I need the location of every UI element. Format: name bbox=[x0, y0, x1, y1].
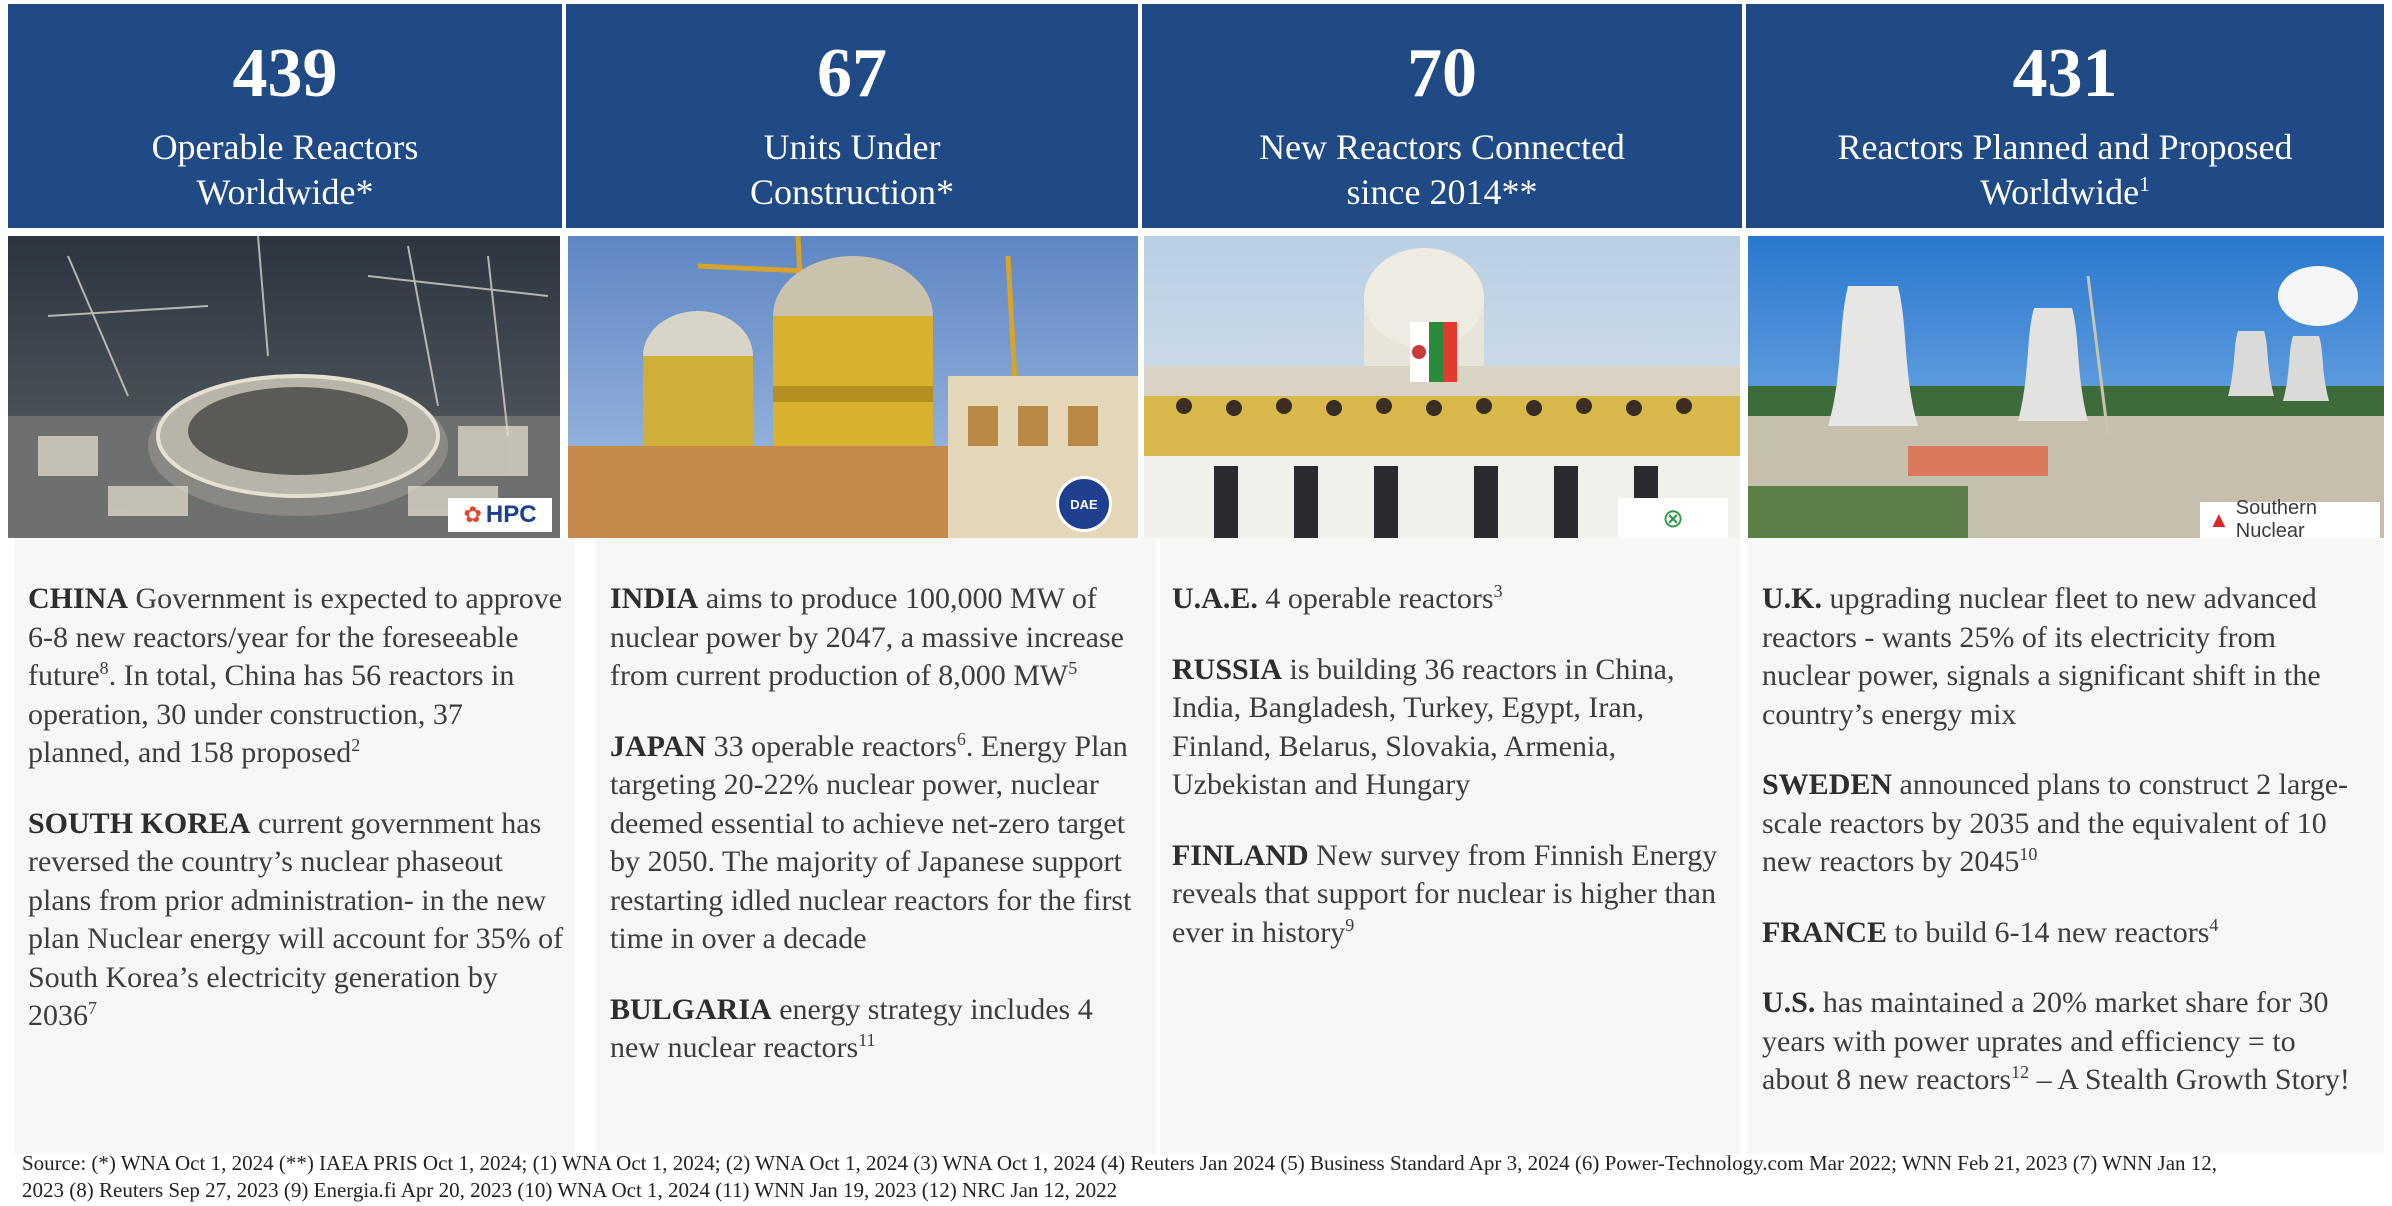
stat-box-operable bbox=[8, 4, 562, 228]
stat-box-connected bbox=[1142, 4, 1742, 228]
paragraph-bulgaria: BULGARIA energy strategy includes 4 new nuclear reactors$^{11}$ bbox=[610, 992, 1093, 1064]
stat-label: Operable Reactors Worldwide* bbox=[151, 127, 419, 212]
southern-nuclear-logo-icon: ▲ bbox=[2208, 507, 2230, 532]
stat-number: 439 bbox=[232, 35, 338, 112]
paragraph-sweden: SWEDEN announced plans to construct 2 large- scale reactors by 2035 and the equivalent of 10 new reactors by 2045$^{10}$ bbox=[1762, 768, 2349, 878]
column-text-4 bbox=[1762, 580, 2362, 1132]
stat-label: Reactors Planned and Proposed Worldwide$^1$ bbox=[1837, 127, 2293, 212]
paragraph-india: INDIA aims to produce 100,000 MW of nuclear power by 2047, a massive increase from current production of 8,000 $MW^5$ bbox=[610, 582, 1124, 692]
southern-nuclear-logo: ▲ Southern Nuclear bbox=[2200, 502, 2380, 538]
dae-logo: DAE bbox=[1056, 476, 1112, 532]
column-text-2 bbox=[610, 580, 1140, 1100]
enec-logo bbox=[1618, 498, 1728, 538]
paragraph-japan: JAPAN 33 operable reactors$^6$. Energy Plan targeting 20-22% nuclear power, nuclear deemed essential to achieve net-zero target by 2050. The majority of Japanese support restarting idled nuclear reactors for the first time in over a decade bbox=[610, 728, 1132, 955]
column-text-1 bbox=[28, 580, 568, 1068]
india-construction-photo bbox=[568, 236, 1138, 538]
stat-box-construction bbox=[566, 4, 1138, 228]
paragraph-us: U.S. has maintained a 20% market share for 30 years with power uprates and efficiency = to about 8 new reactors$^{12}$ – A Stealth Growth Story! bbox=[1762, 986, 2350, 1096]
stat-number: 70 bbox=[1407, 35, 1477, 112]
paragraph-finland: FINLAND New survey from Finnish Energy reveals that support for nuclear is higher than ever in history$^9$ bbox=[1172, 838, 1718, 949]
paragraph-uae: U.A.E. 4 operable reactors$^3$ bbox=[1172, 581, 1503, 615]
enec-logo-icon: ⊗ bbox=[1662, 502, 1684, 533]
stat-number: 67 bbox=[817, 35, 887, 112]
paragraph-south-korea: SOUTH KOREA current government has reversed the country’s nuclear phaseout plans from prior administration- in the new plan Nuclear energy will account for 35% of South Korea’s electricity generation by 2036$^7$ bbox=[28, 806, 564, 1032]
hpc-logo-icon: ✿ bbox=[463, 502, 482, 527]
source-footnote: Source: (*) WNA Oct 1, 2024 (**) IAEA PRIS Oct 1, 2024; (1) WNA Oct 1, 2024; (2) WNA Oct 1, 2024 (3) WNA Oct 1, 2024 (4) Reuters Jan 2024 (5) Business Standard Apr 3, 2024 (6) Power-Technology.com Mar 2022; WNN Feb 21, 2023 (7) WNN Jan 12, 2023 (8) Reuters Sep 27, 2023 (9) Energia.fi Apr 20, 2023 (10) WNA Oct 1, 2024 (11) WNN Jan 19, 2023 (12) NRC Jan 12, 2022 bbox=[22, 1151, 2218, 1202]
column-text-3 bbox=[1172, 580, 1732, 984]
paragraph-uk: U.K. upgrading nuclear fleet to new advanced reactors - wants 25% of its electricity from nuclear power, signals a significant shift in the country’s energy mix bbox=[1762, 582, 2321, 731]
china-construction-photo bbox=[8, 236, 560, 538]
paragraph-france: FRANCE to build 6-14 new reactors$^4$ bbox=[1762, 914, 2219, 949]
uae-group-photo bbox=[1144, 236, 1740, 538]
stat-label: Units Under Construction* bbox=[750, 127, 954, 212]
paragraph-china: CHINA Government is expected to approve 6-8 new reactors/year for the foreseeable future$^8$. In total, China has 56 reactors in operation, 30 under construction, 37 planned, and 158 proposed$^2$ bbox=[28, 582, 563, 769]
us-cooling-towers-photo bbox=[1748, 236, 2384, 538]
stat-box-planned bbox=[1746, 4, 2384, 228]
stat-label: New Reactors Connected since 2014** bbox=[1259, 127, 1625, 212]
paragraph-russia: RUSSIA is building 36 reactors in China, India, Bangladesh, Turkey, Egypt, Iran, Finland, Belarus, Slovakia, Armenia, Uzbekistan and Hungary bbox=[1172, 652, 1675, 801]
hpc-logo: ✿ HPC bbox=[448, 498, 552, 532]
stat-number: 431 bbox=[2012, 35, 2118, 112]
